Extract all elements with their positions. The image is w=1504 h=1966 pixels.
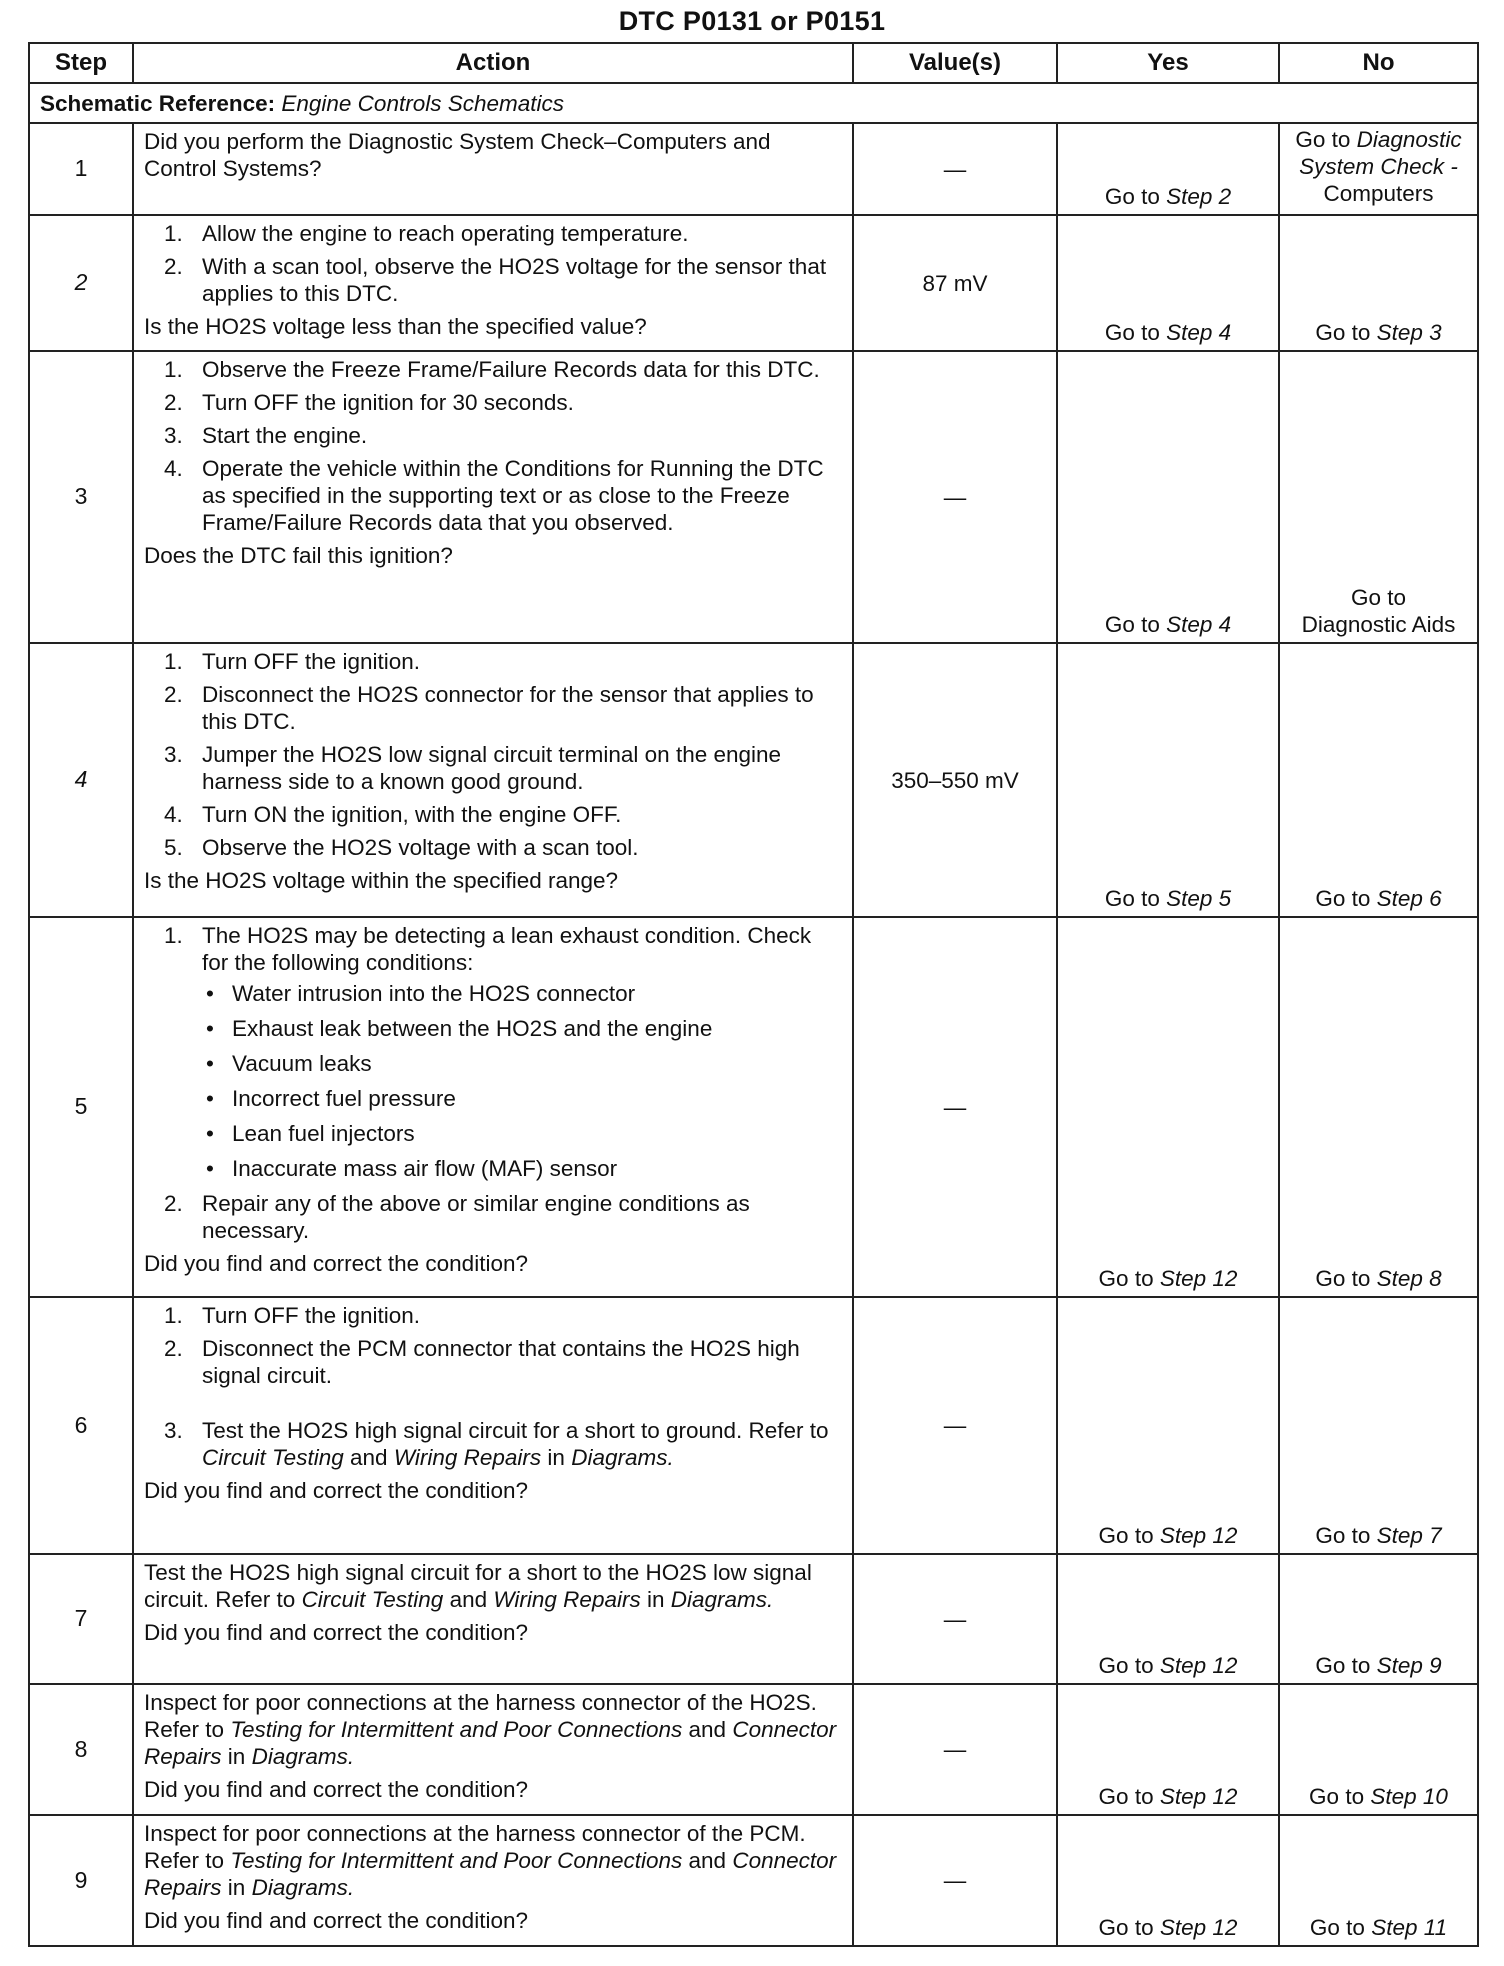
list-item: 3. Start the engine. (164, 423, 368, 448)
list-item: 4. Operate the vehicle within the Conditions for Running the DTC as specified in the supporting text or as close to the Freeze Frame/Failure Records data that you observed. (164, 456, 824, 535)
no-cell[interactable]: Go to Step 7 (1279, 1297, 1478, 1554)
list-item: 3. Test the HO2S high signal circuit for a short to ground. Refer to Circuit Testing and Wiring Repairs in Diagrams. (164, 1418, 829, 1470)
action-cell (133, 215, 853, 351)
header-action: Action (133, 43, 853, 83)
table-row (29, 917, 1478, 1297)
table-row (29, 643, 1478, 917)
no-cell[interactable]: Go to Step 10 (1279, 1684, 1478, 1815)
action-text: Did you perform the Diagnostic System Check–Computers and Control Systems? (144, 129, 771, 181)
step-number: 9 (29, 1815, 133, 1946)
list-item: 3. Jumper the HO2S low signal circuit terminal on the engine harness side to a known good ground. (164, 742, 782, 794)
schematic-link[interactable]: Engine Controls Schematics (281, 90, 565, 116)
yes-cell[interactable]: Go to Step 12 (1057, 1297, 1279, 1554)
bullet-item: • Water intrusion into the HO2S connector (206, 981, 636, 1006)
value-cell: 87 mV (853, 215, 1057, 351)
yes-cell[interactable]: Go to Step 12 (1057, 1554, 1279, 1684)
yes-cell[interactable]: Go to Step 4 (1057, 215, 1279, 351)
list-item: 2. Disconnect the HO2S connector for the sensor that applies to this DTC. (164, 682, 814, 734)
yes-cell[interactable]: Go to Step 12 (1057, 917, 1279, 1297)
value-cell: — (853, 917, 1057, 1297)
question: Is the HO2S voltage within the specified range? (144, 868, 619, 893)
question: Does the DTC fail this ignition? (144, 543, 453, 568)
step-number: 8 (29, 1684, 133, 1815)
list-item: 5. Observe the HO2S voltage with a scan tool. (164, 835, 639, 860)
list-item: 2. Disconnect the PCM connector that contains the HO2S high signal circuit. (164, 1336, 800, 1388)
question: Did you find and correct the condition? (144, 1478, 528, 1503)
no-cell[interactable]: Go to Step 6 (1279, 643, 1478, 917)
list-item: 1. Allow the engine to reach operating temperature. (164, 221, 689, 246)
header-row (29, 43, 1478, 83)
question: Did you find and correct the condition? (144, 1908, 528, 1933)
action-cell (133, 1297, 853, 1554)
page-title: DTC P0131 or P0151 (618, 6, 886, 36)
step-number: 3 (29, 351, 133, 643)
no-cell[interactable]: Go to Diagnostic Aids (1279, 351, 1478, 643)
yes-cell[interactable]: Go to Step 2 (1057, 123, 1279, 215)
list-item: 1. The HO2S may be detecting a lean exhaust condition. Check for the following conditions: • Water intrusion into the HO2S connector • Exhaust leak between the HO2S and the engine • Vacuum leaks • Incorrect fuel pressure • Lean fuel injectors • Inaccurate mass air flow (MAF) sensor (144, 922, 842, 1182)
action-cell (133, 351, 853, 643)
action-cell (133, 1815, 853, 1946)
value-cell: — (853, 1815, 1057, 1946)
table-row (29, 1815, 1478, 1946)
action-text: Inspect for poor connections at the harness connector of the PCM. Refer to Testing for Intermittent and Poor Connections and Connector Repairs in Diagrams. (144, 1821, 837, 1900)
yes-cell[interactable]: Go to Step 12 (1057, 1815, 1279, 1946)
bullet-item: • Lean fuel injectors (206, 1121, 415, 1146)
bullet-item: • Vacuum leaks (206, 1051, 372, 1076)
step-number: 4 (29, 643, 133, 917)
step-number: 5 (29, 917, 133, 1297)
action-cell (133, 1554, 853, 1684)
list-item: 2. With a scan tool, observe the HO2S voltage for the sensor that applies to this DTC. (164, 254, 827, 306)
schematic-label: Schematic Reference: (40, 90, 276, 116)
schematic-reference-row (29, 83, 1478, 123)
step-number: 6 (29, 1297, 133, 1554)
table-row (29, 1684, 1478, 1815)
header-step: Step (29, 43, 133, 83)
question: Is the HO2S voltage less than the specified value? (144, 314, 647, 339)
no-cell[interactable]: Go to Step 8 (1279, 917, 1478, 1297)
question: Did you find and correct the condition? (144, 1777, 528, 1802)
step-number: 1 (29, 123, 133, 215)
action-cell (133, 917, 853, 1297)
value-cell: — (853, 123, 1057, 215)
step-number: 7 (29, 1554, 133, 1684)
question: Did you find and correct the condition? (144, 1620, 528, 1645)
value-cell: — (853, 1684, 1057, 1815)
header-yes: Yes (1057, 43, 1279, 83)
step-number: 2 (29, 215, 133, 351)
list-item: 2. Turn OFF the ignition for 30 seconds. (164, 390, 574, 415)
list-item: 2. Repair any of the above or similar engine conditions as necessary. (164, 1191, 750, 1243)
no-cell[interactable]: Go to Step 9 (1279, 1554, 1478, 1684)
no-cell[interactable]: Go to Diagnostic System Check - Computers (1279, 123, 1478, 215)
no-cell[interactable]: Go to Step 11 (1279, 1815, 1478, 1946)
yes-cell[interactable]: Go to Step 4 (1057, 351, 1279, 643)
yes-cell[interactable]: Go to Step 12 (1057, 1684, 1279, 1815)
value-cell: — (853, 1297, 1057, 1554)
value-cell: 350–550 mV (853, 643, 1057, 917)
table-row (29, 351, 1478, 643)
no-cell[interactable]: Go to Step 3 (1279, 215, 1478, 351)
value-cell: — (853, 1554, 1057, 1684)
list-item: 1. Turn OFF the ignition. (164, 1303, 421, 1328)
list-item: 1. Observe the Freeze Frame/Failure Records data for this DTC. (164, 357, 820, 382)
action-cell (133, 643, 853, 917)
bullet-item: • Exhaust leak between the HO2S and the engine (206, 1016, 713, 1041)
list-item: 4. Turn ON the ignition, with the engine OFF. (164, 802, 622, 827)
header-no: No (1279, 43, 1478, 83)
action-text: Inspect for poor connections at the harness connector of the HO2S. Refer to Testing for Intermittent and Poor Connections and Connector Repairs in Diagrams. (144, 1690, 837, 1769)
table-row (29, 215, 1478, 351)
action-cell (133, 123, 853, 215)
question: Did you find and correct the condition? (144, 1251, 528, 1276)
list-item: 1. Turn OFF the ignition. (164, 649, 421, 674)
value-cell: — (853, 351, 1057, 643)
diagnostic-table (28, 42, 1479, 1947)
action-cell (133, 1684, 853, 1815)
yes-cell[interactable]: Go to Step 5 (1057, 643, 1279, 917)
header-values: Value(s) (853, 43, 1057, 83)
table-row (29, 1554, 1478, 1684)
table-row (29, 1297, 1478, 1554)
action-text: Test the HO2S high signal circuit for a short to the HO2S low signal circuit. Refer to Circuit Testing and Wiring Repairs in Diagrams. (144, 1560, 812, 1612)
bullet-item: • Inaccurate mass air flow (MAF) sensor (206, 1156, 618, 1181)
bullet-item: • Incorrect fuel pressure (206, 1086, 456, 1111)
table-row (29, 123, 1478, 215)
